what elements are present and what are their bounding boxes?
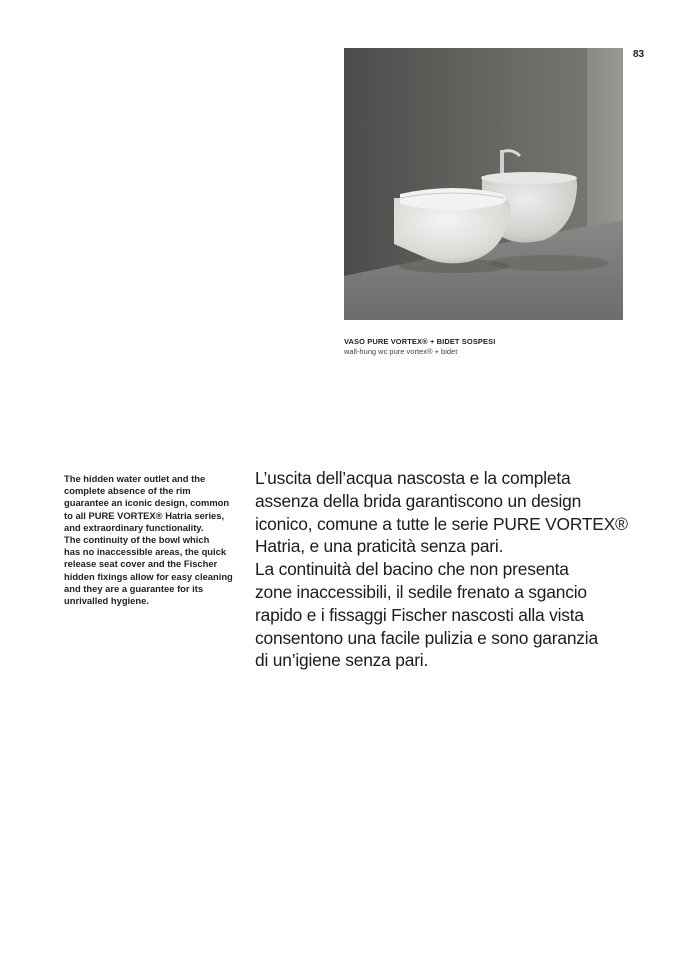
italian-line: iconico, comune a tutte le serie PURE VORTEX® xyxy=(255,513,628,534)
italian-line: La continuità del bacino che non presenta xyxy=(255,559,569,580)
italian-line: assenza della brida garantiscono un design xyxy=(255,490,582,511)
english-line: complete absence of the rim xyxy=(64,485,191,497)
english-line: release seat cover and the Fischer xyxy=(64,558,218,570)
italian-line: consentono una facile pulizia e sono garanzia xyxy=(255,627,598,648)
italian-line: di un’igiene senza pari. xyxy=(255,650,429,671)
caption-subtitle: wall-hung wc pure vortex® + bidet xyxy=(344,347,458,356)
figure-caption xyxy=(344,337,634,357)
english-line: hidden fixings allow for easy cleaning xyxy=(64,570,233,582)
italian-line: zone inaccessibili, il sedile frenato a sgancio xyxy=(255,581,587,602)
english-line: unrivalled hygiene. xyxy=(64,595,149,607)
english-line: guarantee an iconic design, common xyxy=(64,497,230,509)
english-paragraph xyxy=(64,473,244,607)
product-photo xyxy=(344,48,623,320)
caption-title: VASO PURE VORTEX® + BIDET SOSPESI xyxy=(344,337,496,346)
english-line: The continuity of the bowl which xyxy=(64,534,210,546)
english-line: to all PURE VORTEX® Hatria series, xyxy=(64,509,225,521)
italian-paragraph xyxy=(255,467,635,672)
italian-line: L’uscita dell’acqua nascosta e la completa xyxy=(255,468,571,488)
page-number: 83 xyxy=(633,49,645,60)
english-line: and they are a guarantee for its xyxy=(64,582,204,594)
wall-hung-toilet-and-bidet-photo-icon xyxy=(344,48,623,320)
english-line: and extraordinary functionality. xyxy=(64,521,204,533)
english-line: has no inaccessible areas, the quick xyxy=(64,546,227,558)
italian-line: Hatria, e una praticità senza pari. xyxy=(255,536,504,557)
english-line: The hidden water outlet and the xyxy=(64,473,206,484)
italian-line: rapido e i fissaggi Fischer nascosti alla vista xyxy=(255,604,584,625)
